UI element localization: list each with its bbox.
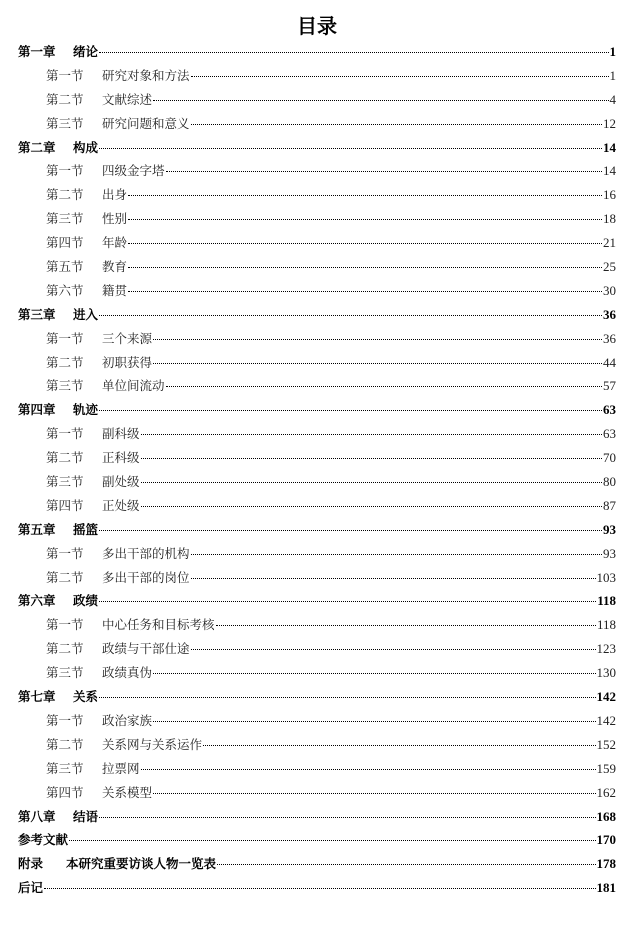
entry-title: 正处级: [102, 497, 140, 513]
entry-title: 政绩与干部仕途: [102, 641, 190, 657]
entry-number: 第二节: [46, 569, 84, 585]
entry-page-number: 12: [603, 115, 616, 131]
entry-title: 年龄: [102, 235, 128, 251]
entry-page-number: 93: [603, 545, 616, 561]
entry-title: 关系网与关系运作: [102, 736, 203, 752]
entry-number: 第二章: [18, 139, 56, 155]
entry-number: 第一节: [46, 426, 84, 442]
toc-section-entry[interactable]: [18, 88, 616, 112]
entry-number: 第三节: [46, 378, 84, 394]
toc-section-entry[interactable]: [18, 733, 616, 757]
toc-chapter-entry[interactable]: [18, 398, 616, 422]
entry-title: 性别: [102, 211, 128, 227]
entry-number: 第二节: [46, 91, 84, 107]
toc-section-entry[interactable]: [18, 255, 616, 279]
toc-section-entry[interactable]: [18, 709, 616, 733]
dot-leader: [128, 291, 602, 292]
entry-page-number: 63: [603, 426, 616, 442]
toc-section-entry[interactable]: [18, 64, 616, 88]
entry-page-number: 181: [596, 880, 616, 896]
toc-section-entry[interactable]: [18, 470, 616, 494]
entry-page-number: 168: [596, 808, 616, 824]
entry-title: 参考文献: [18, 832, 69, 848]
entry-number: 第五节: [46, 259, 84, 275]
dot-leader: [191, 554, 602, 555]
entry-number: 第四章: [18, 402, 56, 418]
entry-number: 第三章: [18, 306, 56, 322]
toc-section-entry[interactable]: [18, 757, 616, 781]
entry-number: 第四节: [46, 497, 84, 513]
entry-page-number: 21: [603, 235, 616, 251]
entry-title: 多出干部的机构: [102, 545, 190, 561]
dot-leader: [99, 601, 596, 602]
entry-page-number: 36: [603, 306, 616, 322]
toc-section-entry[interactable]: [18, 279, 616, 303]
entry-number: 第一节: [46, 545, 84, 561]
entry-page-number: 87: [603, 497, 616, 513]
entry-page-number: 118: [596, 617, 616, 633]
dot-leader: [153, 100, 608, 101]
entry-number: 第一节: [46, 330, 84, 346]
entry-page-number: 178: [596, 856, 616, 872]
toc-section-entry[interactable]: [18, 231, 616, 255]
toc-section-entry[interactable]: [18, 494, 616, 518]
dot-leader: [128, 243, 602, 244]
dot-leader: [69, 840, 595, 841]
dot-leader: [99, 697, 595, 698]
entry-number: 第六章: [18, 593, 56, 609]
entry-title: 政绩真伪: [102, 665, 153, 681]
entry-title: 结语: [73, 808, 99, 824]
toc-chapter-entry[interactable]: [18, 518, 616, 542]
dot-leader: [191, 124, 602, 125]
entry-title: 文献综述: [102, 91, 153, 107]
dot-leader: [153, 793, 595, 794]
entry-page-number: 14: [603, 139, 616, 155]
entry-page-number: 93: [603, 521, 616, 537]
entry-title: 中心任务和目标考核: [102, 617, 215, 633]
toc-section-entry[interactable]: [18, 159, 616, 183]
dot-leader: [153, 721, 595, 722]
entry-number: 第三节: [46, 760, 84, 776]
entry-title: 研究问题和意义: [102, 115, 190, 131]
entry-title: 三个来源: [102, 330, 153, 346]
entry-title: 副处级: [102, 474, 140, 490]
toc-section-entry[interactable]: [18, 351, 616, 375]
toc-chapter-entry[interactable]: [18, 852, 616, 876]
toc-section-entry[interactable]: [18, 781, 616, 805]
entry-number: 第一节: [46, 67, 84, 83]
entry-title: 四级金字塔: [102, 163, 165, 179]
entry-title: 初职获得: [102, 354, 153, 370]
entry-number: 第三节: [46, 474, 84, 490]
dot-leader: [99, 410, 602, 411]
toc-section-entry[interactable]: [18, 566, 616, 590]
dot-leader: [191, 76, 609, 77]
entry-title: 摇篮: [73, 521, 99, 537]
entry-number: 第八章: [18, 808, 56, 824]
entry-number: 第一章: [18, 44, 56, 59]
toc-chapter-entry[interactable]: [18, 828, 616, 852]
dot-leader: [166, 386, 602, 387]
entry-title: 出身: [102, 187, 128, 203]
entry-page-number: 30: [603, 282, 616, 298]
entry-title: 教育: [102, 259, 128, 275]
entry-page-number: 170: [596, 832, 616, 848]
entry-page-number: 159: [596, 760, 616, 776]
entry-title: 籍贯: [102, 282, 128, 298]
entry-title: 关系模型: [102, 784, 153, 800]
dot-leader: [203, 745, 595, 746]
dot-leader: [153, 673, 595, 674]
entry-number: 第三节: [46, 211, 84, 227]
entry-number: 第一节: [46, 163, 84, 179]
dot-leader: [141, 482, 602, 483]
toc-section-entry[interactable]: [18, 661, 616, 685]
dot-leader: [99, 817, 595, 818]
entry-title: 研究对象和方法: [102, 67, 190, 83]
dot-leader: [128, 219, 602, 220]
entry-title: 构成: [73, 139, 99, 155]
dot-leader: [141, 434, 602, 435]
table-of-contents: [18, 40, 616, 900]
toc-chapter-entry[interactable]: [18, 876, 616, 900]
entry-page-number: 123: [596, 641, 616, 657]
entry-number: 第七章: [18, 689, 56, 705]
entry-page-number: 25: [603, 259, 616, 275]
entry-title: 政治家族: [102, 712, 153, 728]
entry-title: 后记: [18, 880, 44, 896]
entry-page-number: 142: [596, 712, 616, 728]
dot-leader: [99, 315, 602, 316]
dot-leader: [128, 195, 602, 196]
entry-title: 副科级: [102, 426, 140, 442]
entry-title: 正科级: [102, 450, 140, 466]
entry-number: 附录: [18, 856, 44, 872]
entry-title: 拉票网: [102, 760, 140, 776]
dot-leader: [166, 171, 602, 172]
dot-leader: [216, 625, 596, 626]
toc-section-entry[interactable]: [18, 374, 616, 398]
entry-number: 第一节: [46, 712, 84, 728]
toc-chapter-entry[interactable]: [18, 40, 616, 64]
entry-number: 第一节: [46, 617, 84, 633]
entry-page-number: 44: [603, 354, 616, 370]
entry-page-number: 118: [597, 593, 616, 609]
toc-section-entry[interactable]: [18, 613, 616, 637]
entry-page-number: 142: [596, 689, 616, 705]
entry-page-number: 36: [603, 330, 616, 346]
toc-section-entry[interactable]: [18, 446, 616, 470]
dot-leader: [141, 458, 602, 459]
entry-page-number: 152: [596, 736, 616, 752]
entry-page-number: 4: [609, 91, 616, 107]
dot-leader: [191, 578, 596, 579]
entry-title: 轨迹: [73, 402, 99, 418]
toc-chapter-entry[interactable]: [18, 685, 616, 709]
entry-title: 多出干部的岗位: [102, 569, 190, 585]
entry-number: 第二节: [46, 187, 84, 203]
toc-title: 目录: [297, 14, 337, 38]
toc-chapter-entry[interactable]: [18, 805, 616, 829]
entry-page-number: 1: [609, 44, 616, 59]
entry-page-number: 1: [609, 67, 616, 83]
entry-number: 第二节: [46, 736, 84, 752]
dot-leader: [99, 530, 602, 531]
toc-section-entry[interactable]: [18, 542, 616, 566]
dot-leader: [217, 864, 595, 865]
toc-section-entry[interactable]: [18, 327, 616, 351]
entry-number: 第二节: [46, 641, 84, 657]
entry-page-number: 70: [603, 450, 616, 466]
entry-page-number: 130: [596, 665, 616, 681]
toc-section-entry[interactable]: [18, 112, 616, 136]
toc-chapter-entry[interactable]: [18, 589, 616, 613]
dot-leader: [153, 339, 602, 340]
dot-leader: [99, 148, 602, 149]
toc-chapter-entry[interactable]: [18, 303, 616, 327]
entry-number: 第五章: [18, 521, 56, 537]
entry-title: 本研究重要访谈人物一览表: [66, 856, 217, 872]
entry-title: 进入: [73, 306, 99, 322]
dot-leader: [141, 769, 596, 770]
entry-page-number: 162: [596, 784, 616, 800]
entry-page-number: 14: [603, 163, 616, 179]
dot-leader: [44, 888, 595, 889]
toc-section-entry[interactable]: [18, 637, 616, 661]
dot-leader: [191, 649, 596, 650]
toc-chapter-entry[interactable]: [18, 136, 616, 160]
toc-section-entry[interactable]: [18, 183, 616, 207]
entry-page-number: 103: [596, 569, 616, 585]
dot-leader: [128, 267, 602, 268]
entry-number: 第四节: [46, 784, 84, 800]
entry-page-number: 18: [603, 211, 616, 227]
entry-page-number: 57: [603, 378, 616, 394]
entry-number: 第六节: [46, 282, 84, 298]
entry-page-number: 63: [603, 402, 616, 418]
entry-title: 关系: [73, 689, 99, 705]
entry-number: 第四节: [46, 235, 84, 251]
entry-title: 绪论: [73, 44, 99, 59]
entry-title: 政绩: [73, 593, 99, 609]
entry-number: 第二节: [46, 354, 84, 370]
entry-number: 第三节: [46, 115, 84, 131]
dot-leader: [99, 52, 608, 53]
entry-number: 第二节: [46, 450, 84, 466]
entry-page-number: 16: [603, 187, 616, 203]
entry-page-number: 80: [603, 474, 616, 490]
dot-leader: [153, 363, 602, 364]
toc-section-entry[interactable]: [18, 422, 616, 446]
dot-leader: [141, 506, 602, 507]
entry-number: 第三节: [46, 665, 84, 681]
toc-section-entry[interactable]: [18, 207, 616, 231]
entry-title: 单位间流动: [102, 378, 165, 394]
